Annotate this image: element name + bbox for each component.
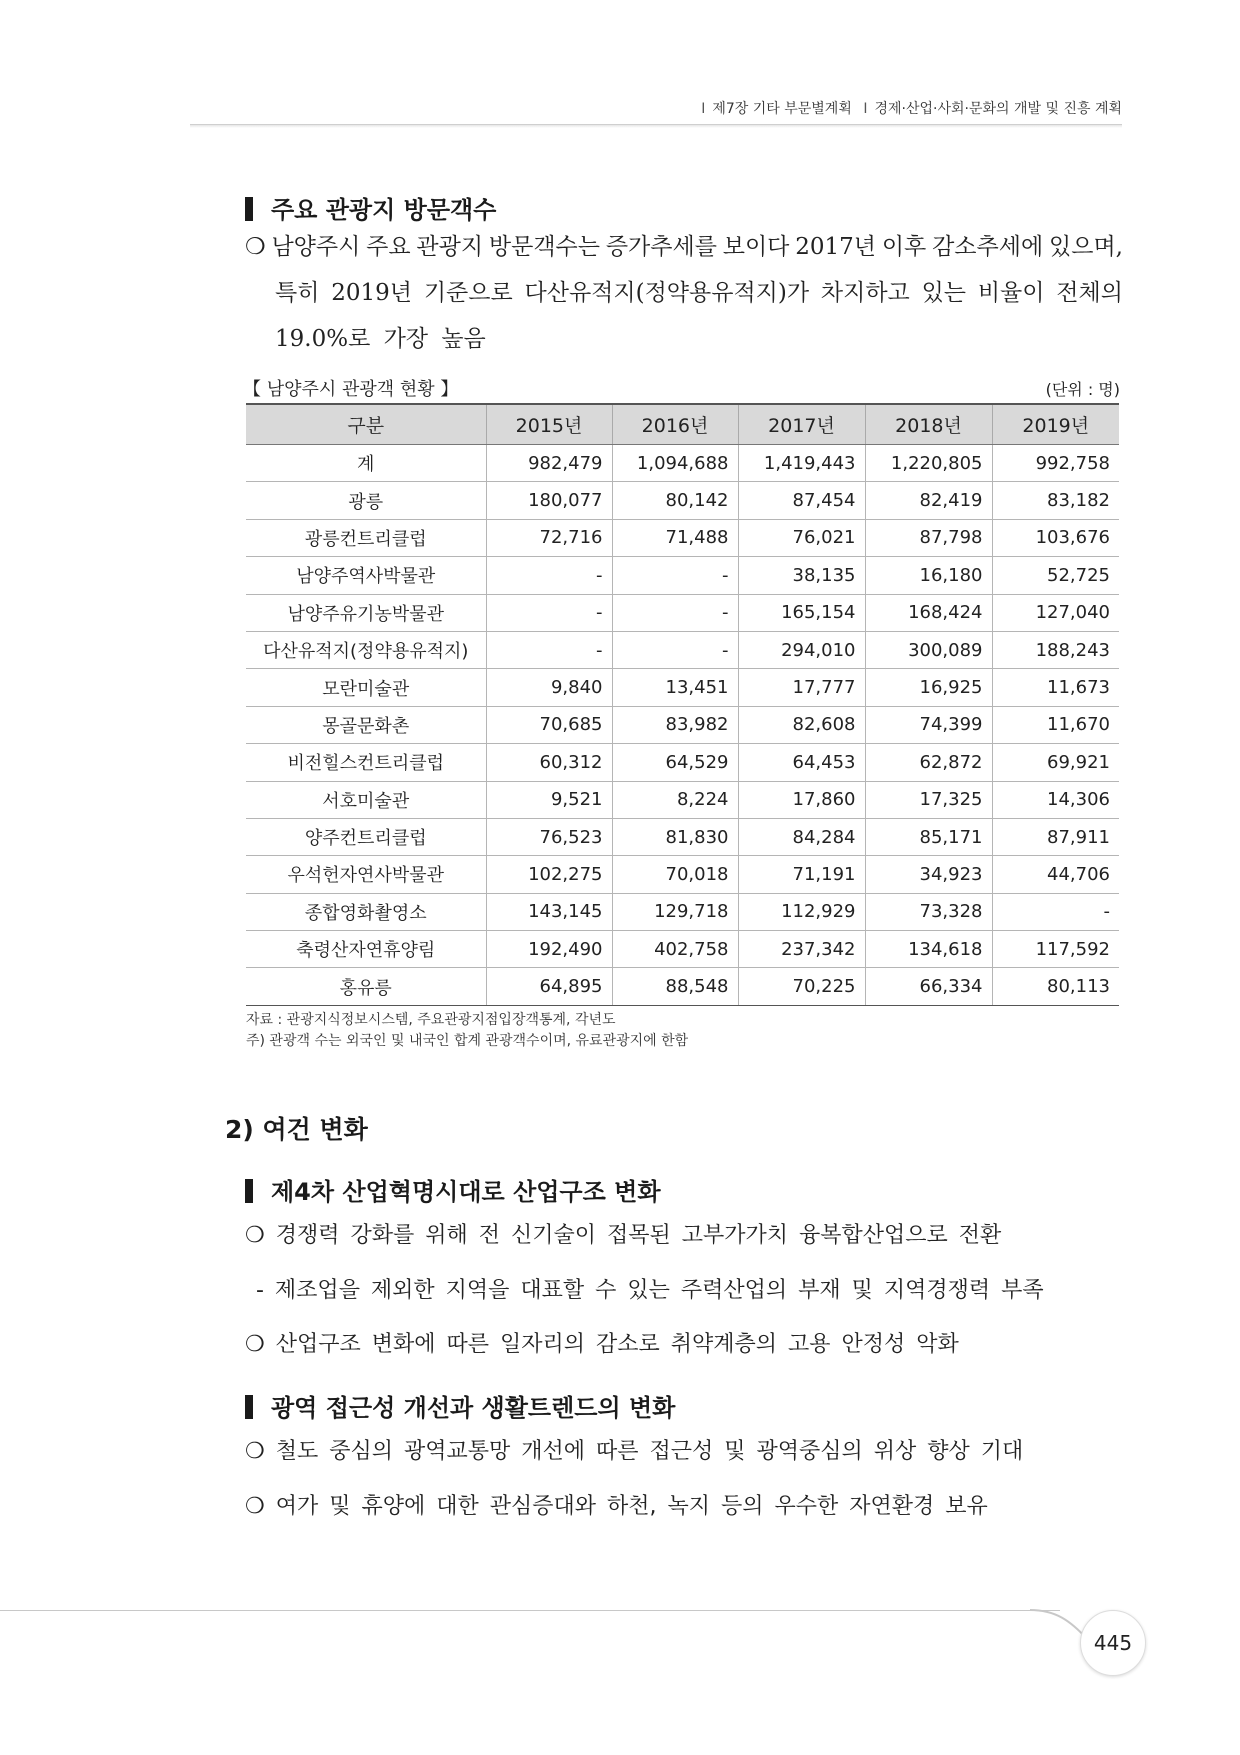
table-cell: - [612,557,738,594]
table-cell: 9,521 [486,781,612,818]
table-row [246,706,1119,743]
table-row [246,968,1119,1005]
table-cell: 1,419,443 [738,445,865,482]
paragraph-line-1: ❍ 남양주시 주요 관광지 방문객수는 증가추세를 보이다 2017년 이후 감소추세에 있으며, [245,224,1123,270]
row-label: 계 [246,445,486,482]
table-cell: 8,224 [612,781,738,818]
table-row [246,482,1119,519]
table-notes [246,1010,688,1052]
row-label: 모란미술관 [246,669,486,706]
visitor-trend-paragraph [245,224,1123,362]
table-cell: 66,334 [865,968,992,1005]
row-label: 우석헌자연사박물관 [246,856,486,893]
table-cell: 70,685 [486,706,612,743]
table-cell: 71,488 [612,519,738,556]
subheading-accessibility: 광역 접근성 개선과 생활트렌드의 변화 [245,1388,675,1423]
column-header-category: 구분 [246,404,486,445]
table-header-row [246,404,1119,445]
table-cell: 70,225 [738,968,865,1005]
table-cell: 9,840 [486,669,612,706]
table-cell: 117,592 [992,931,1119,968]
table-cell: 82,608 [738,706,865,743]
table-cell: - [612,594,738,631]
column-header-2019: 2019년 [992,404,1119,445]
table-cell: 73,328 [865,893,992,930]
row-label: 비전힐스컨트리클럽 [246,744,486,781]
table-cell: 402,758 [612,931,738,968]
table-row [246,557,1119,594]
table-cell: 16,925 [865,669,992,706]
table-cell: 237,342 [738,931,865,968]
table-cell: 134,618 [865,931,992,968]
running-header [694,98,1122,118]
table-cell: 127,040 [992,594,1119,631]
table-row [246,445,1119,482]
table-cell: 88,548 [612,968,738,1005]
table-cell: 180,077 [486,482,612,519]
table-cell: 64,453 [738,744,865,781]
visitor-table [246,403,1119,1006]
table-cell: 83,182 [992,482,1119,519]
table-cell: 188,243 [992,631,1119,668]
table-cell: 992,758 [992,445,1119,482]
table-cell: 16,180 [865,557,992,594]
table-cell: 87,911 [992,818,1119,855]
table-cell: 83,982 [612,706,738,743]
row-label: 홍유릉 [246,968,486,1005]
row-label: 양주컨트리클럽 [246,818,486,855]
table-row [246,519,1119,556]
section-title-conditions: 2) 여건 변화 [225,1115,368,1144]
header-shadow [190,125,1122,128]
row-label: 서호미술관 [246,781,486,818]
table-cell: 81,830 [612,818,738,855]
header-separator: Ⅰ [863,101,868,117]
bullet-transport: ❍ 철도 중심의 광역교통망 개선에 따른 접근성 및 광역중심의 위상 향상 기대 [245,1439,1024,1464]
table-cell: - [486,631,612,668]
table-unit: (단위 : 명) [1045,380,1120,399]
header-separator: Ⅰ [701,101,706,117]
table-cell: - [612,631,738,668]
table-row [246,893,1119,930]
table-cell: 34,923 [865,856,992,893]
row-label: 다산유적지(정약용유적지) [246,631,486,668]
table-cell: 165,154 [738,594,865,631]
table-cell: 294,010 [738,631,865,668]
table-cell: 64,895 [486,968,612,1005]
table-cell: 71,191 [738,856,865,893]
row-label: 남양주역사박물관 [246,557,486,594]
row-label: 광릉 [246,482,486,519]
table-cell: 87,454 [738,482,865,519]
subheading-industry: 제4차 산업혁명시대로 산업구조 변화 [245,1172,661,1207]
row-label: 종합영화촬영소 [246,893,486,930]
table-cell: 52,725 [992,557,1119,594]
section-heading-visitors: 주요 관광지 방문객수 [245,190,496,225]
paragraph-line-2: 특히 2019년 기준으로 다산유적지(정약용유적지)가 차지하고 있는 비율이 전체의 [275,280,1123,306]
table-cell: 87,798 [865,519,992,556]
table-cell: 80,113 [992,968,1119,1005]
table-cell: 85,171 [865,818,992,855]
table-cell: 300,089 [865,631,992,668]
table-cell: 112,929 [738,893,865,930]
footer-rule [0,1610,1060,1611]
table-row [246,594,1119,631]
bullet-employment: ❍ 산업구조 변화에 따른 일자리의 감소로 취약계층의 고용 안정성 악화 [245,1332,959,1357]
table-cell: 1,094,688 [612,445,738,482]
table-source: 자료 : 관광지식정보시스템, 주요관광지점입장객통계, 각년도 [246,1012,616,1028]
table-cell: 62,872 [865,744,992,781]
table-cell: 76,523 [486,818,612,855]
table-cell: 82,419 [865,482,992,519]
table-cell: 103,676 [992,519,1119,556]
bullet-leisure: ❍ 여가 및 휴양에 대한 관심증대와 하천, 녹지 등의 우수한 자연환경 보유 [245,1494,988,1519]
table-row [246,631,1119,668]
row-label: 광릉컨트리클럽 [246,519,486,556]
header-section: 경제·산업·사회·문화의 개발 및 진흥 계획 [874,101,1122,117]
table-cell: 64,529 [612,744,738,781]
table-cell: 17,777 [738,669,865,706]
paragraph-line-3: 19.0%로 가장 높음 [275,326,486,352]
heading-bar-icon [245,1179,253,1203]
page-number: 445 [1080,1610,1146,1676]
table-cell: 38,135 [738,557,865,594]
table-cell: 17,860 [738,781,865,818]
table-row [246,931,1119,968]
table-row [246,669,1119,706]
table-cell: 1,220,805 [865,445,992,482]
column-header-2016: 2016년 [612,404,738,445]
row-label: 남양주유기농박물관 [246,594,486,631]
table-cell: 84,284 [738,818,865,855]
table-row [246,856,1119,893]
bullet-marker: ❍ [245,234,266,260]
table-cell: 14,306 [992,781,1119,818]
table-row [246,781,1119,818]
table-cell: 70,018 [612,856,738,893]
bullet-competitiveness: ❍ 경쟁력 강화를 위해 전 신기술이 접목된 고부가가치 융복합산업으로 전환 [245,1223,1002,1248]
table-cell: 192,490 [486,931,612,968]
table-cell: 80,142 [612,482,738,519]
table-cell: 17,325 [865,781,992,818]
heading-bar-icon [245,197,253,221]
header-chapter: 제7장 기타 부문별계획 [712,101,852,117]
table-caption: 【 남양주시 관광객 현황 】 [243,379,459,400]
table-cell: 168,424 [865,594,992,631]
row-label: 축령산자연휴양림 [246,931,486,968]
table-cell: 13,451 [612,669,738,706]
table-cell: 76,021 [738,519,865,556]
row-label: 몽골문화촌 [246,706,486,743]
table-cell: 44,706 [992,856,1119,893]
table-cell: 11,673 [992,669,1119,706]
table-row [246,818,1119,855]
table-cell: 982,479 [486,445,612,482]
table-cell: 69,921 [992,744,1119,781]
table-cell: 102,275 [486,856,612,893]
table-cell: 129,718 [612,893,738,930]
table-row [246,744,1119,781]
table-cell: 60,312 [486,744,612,781]
table-cell: - [992,893,1119,930]
column-header-2017: 2017년 [738,404,865,445]
column-header-2015: 2015년 [486,404,612,445]
table-cell: 72,716 [486,519,612,556]
table-cell: 143,145 [486,893,612,930]
table-cell: 74,399 [865,706,992,743]
table-cell: - [486,557,612,594]
table-cell: - [486,594,612,631]
table-cell: 11,670 [992,706,1119,743]
table-footnote: 주) 관광객 수는 외국인 및 내국인 합계 관광객수이며, 유료관광지에 한함 [246,1033,689,1049]
column-header-2018: 2018년 [865,404,992,445]
bullet-manufacturing: - 제조업을 제외한 지역을 대표할 수 있는 주력산업의 부재 및 지역경쟁력 부족 [256,1278,1044,1303]
heading-bar-icon [245,1395,253,1419]
